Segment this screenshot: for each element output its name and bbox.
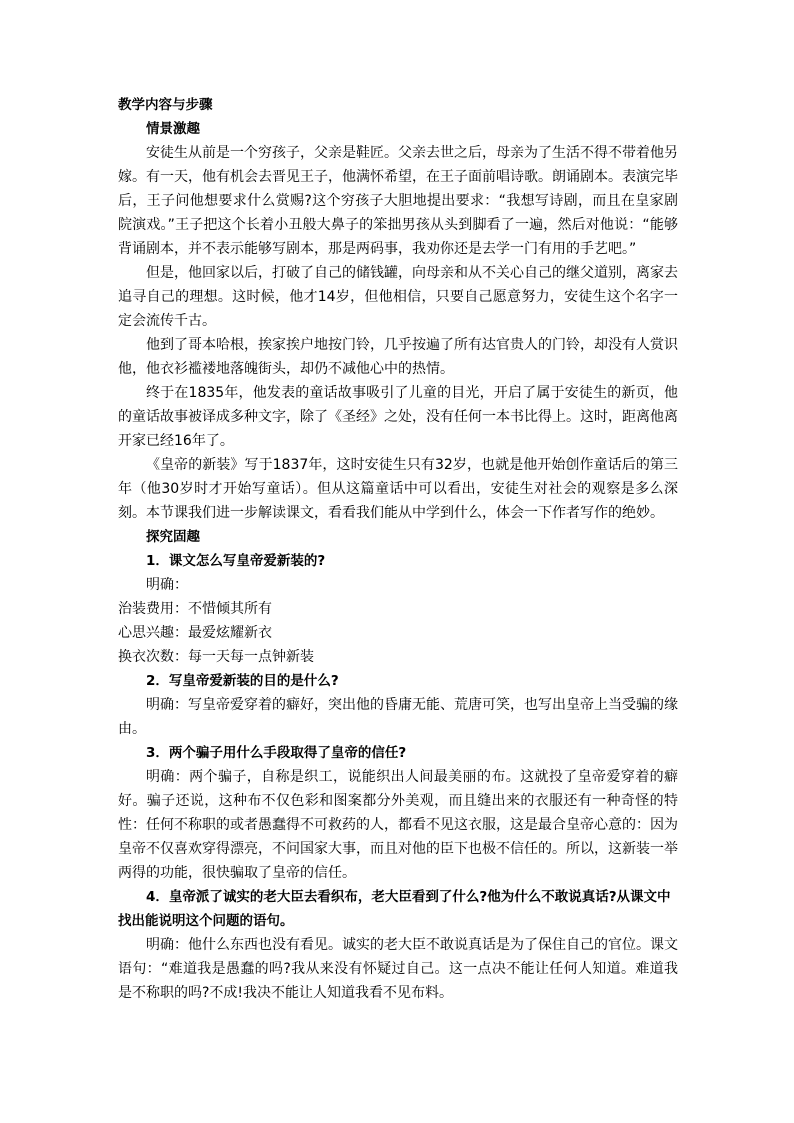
document-page xyxy=(118,93,678,1005)
answer-1-item-2: 心思兴趣：最爱炫耀新衣 xyxy=(118,625,272,641)
answer-1-item-1: 治装费用：不惜倾其所有 xyxy=(118,601,272,617)
explore-title: 探究固趣 xyxy=(146,529,200,545)
scene-title: 情景激趣 xyxy=(146,121,200,137)
question-4: 4．皇帝派了诚实的老大臣去看织布，老大臣看到了什么?他为什么不敢说真话?从课文中找出能说明这个问题的语句。 xyxy=(118,889,671,929)
question-2: 2．写皇帝爱新装的目的是什么? xyxy=(146,673,339,689)
scene-paragraph-5: 《皇帝的新装》写于1837年，这时安徒生只有32岁，也就是他开始创作童话后的第三年（他30岁时才开始写童话）。但从这篇童话中可以看出，安徒生对社会的观察是多么深刻。本节课我们进一步解读课文，看看我们能从中学到什么，体会一下作者写作的绝妙。 xyxy=(118,457,678,521)
question-1: 1．课文怎么写皇帝爱新装的? xyxy=(146,553,326,569)
answer-1-label: 明确： xyxy=(146,577,188,593)
answer-2: 明确：写皇帝爱穿着的癖好，突出他的昏庸无能、荒唐可笑，也写出皇帝上当受骗的缘由。 xyxy=(118,697,678,737)
answer-1-item-3: 换衣次数：每一天每一点钟新装 xyxy=(118,649,314,665)
question-3: 3．两个骗子用什么手段取得了皇帝的信任? xyxy=(146,745,407,761)
answer-4: 明确：他什么东西也没有看见。诚实的老大臣不敢说真话是为了保住自己的官位。课文语句：“难道我是愚蠢的吗?我从来没有怀疑过自己。这一点决不能让任何人知道。难道我是不称职的吗?不成!我决不能让人知道我看不见布料。 xyxy=(118,937,678,1001)
scene-paragraph-3: 他到了哥本哈根，挨家挨户地按门铃，几乎按遍了所有达官贵人的门铃，却没有人赏识他，他衣衫褴褛地落魄街头，却仍不减他心中的热情。 xyxy=(118,337,678,377)
scene-paragraph-1: 安徒生从前是一个穷孩子，父亲是鞋匠。父亲去世之后，母亲为了生活不得不带着他另嫁。有一天，他有机会去晋见王子，他满怀希望，在王子面前唱诗歌。朗诵剧本。表演完毕后，王子问他想要求什么赏赐?这个穷孩子大胆地提出要求：“我想写诗剧，而且在皇家剧院演戏。”王子把这个长着小丑般大鼻子的笨拙男孩从头到脚看了一遍，然后对他说：“能够背诵剧本，并不表示能够写剧本，那是两码事，我劝你还是去学一门有用的手艺吧。” xyxy=(118,145,678,257)
scene-paragraph-4: 终于在1835年，他发表的童话故事吸引了儿童的目光，开启了属于安徒生的新页，他的童话故事被译成多种文字，除了《圣经》之处，没有任何一本书比得上。这时，距离他离开家已经16年了。 xyxy=(118,385,678,449)
answer-3: 明确：两个骗子，自称是织工，说能织出人间最美丽的布。这就投了皇帝爱穿着的癖好。骗子还说，这种布不仅色彩和图案都分外美观，而且缝出来的衣服还有一种奇怪的特性：任何不称职的或者愚蠢得不可救药的人，都看不见这衣服，这是最合皇帝心意的：因为皇帝不仅喜欢穿得漂亮，不问国家大事，而且对他的臣下也极不信任的。所以，这新装一举两得的功能，很快骗取了皇帝的信任。 xyxy=(118,769,678,881)
section-title: 教学内容与步骤 xyxy=(118,97,213,113)
scene-paragraph-2: 但是，他回家以后，打破了自己的储钱罐，向母亲和从不关心自己的继父道别，离家去追寻自己的理想。这时候，他才14岁，但他相信，只要自己愿意努力，安徒生这个名字一定会流传千古。 xyxy=(118,265,678,329)
